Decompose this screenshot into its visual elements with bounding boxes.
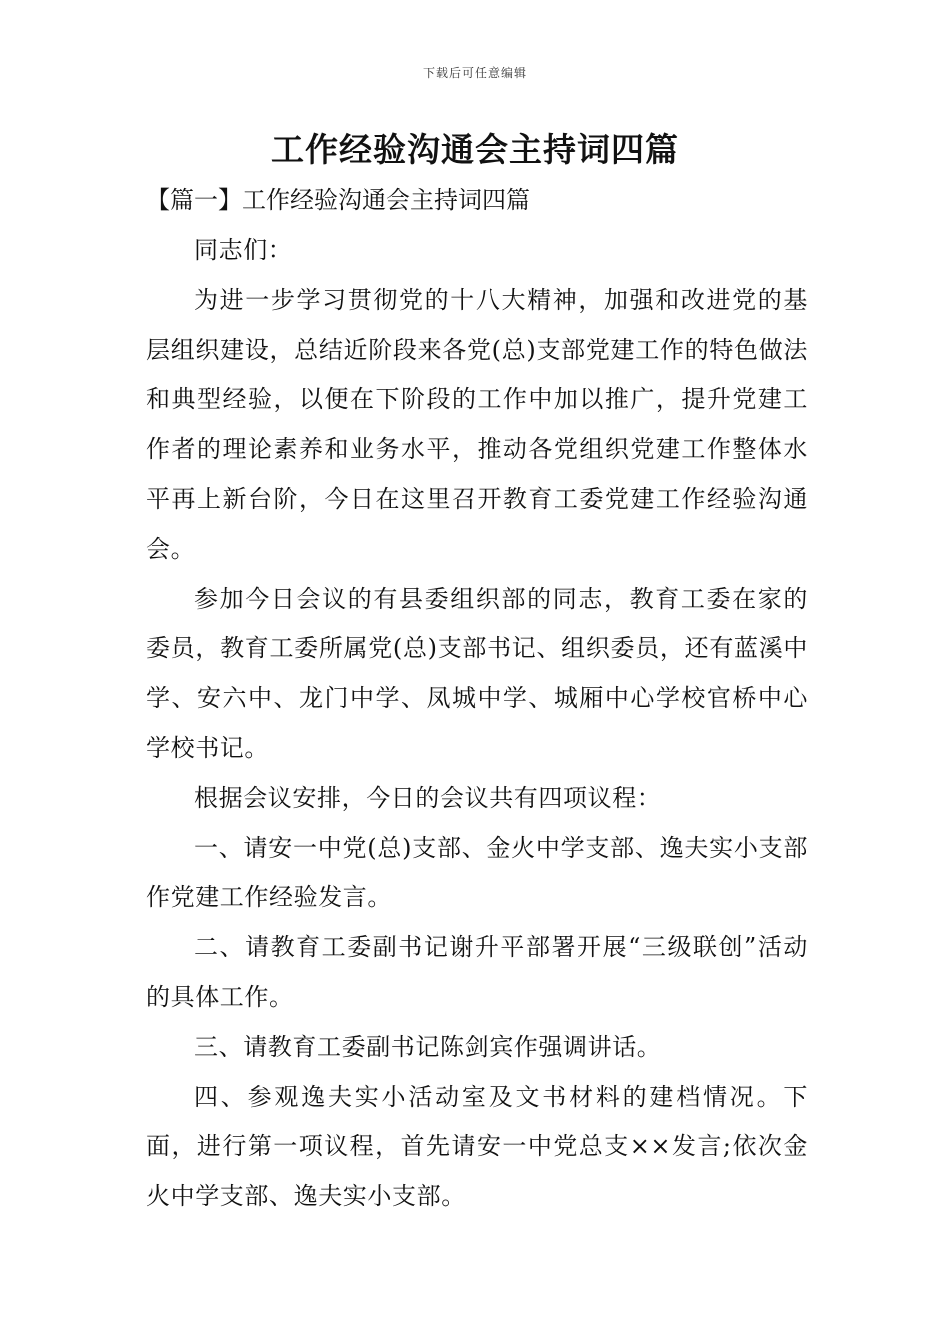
paragraph-agenda-intro: 根据会议安排，今日的会议共有四项议程： [194, 783, 662, 812]
document-body [146, 226, 808, 1222]
paragraph-purpose: 为进一步学习贯彻党的十八大精神，加强和改进党的基层组织建设，总结近阶段来各党(总)支部党建工作的特色做法和典型经验，以便在下阶段的工作中加以推广，提升党建工作者的理论素养和业务水平，推动各党组织党建工作整体水平再上新台阶，今日在这里召开教育工委党建工作经验沟通会。 [146, 285, 808, 563]
paragraph-agenda-item-4: 四、参观逸夫实小活动室及文书材料的建档情况。下面，进行第一项议程，首先请安一中党总支××发言;依次金火中学支部、逸夫实小支部。 [146, 1082, 808, 1211]
document-title: 工作经验沟通会主持词四篇 [271, 130, 679, 169]
section-heading: 【篇一】工作经验沟通会主持词四篇 [146, 186, 530, 214]
header-note: 下载后可任意编辑 [422, 66, 527, 80]
paragraph-agenda-item-3: 三、请教育工委副书记陈剑宾作强调讲话。 [194, 1032, 662, 1061]
paragraph-agenda-item-1: 一、请安一中党(总)支部、金火中学支部、逸夫实小支部作党建工作经验发言。 [146, 833, 808, 912]
paragraph-agenda-item-2: 二、请教育工委副书记谢升平部署开展“三级联创”活动的具体工作。 [146, 933, 808, 1011]
paragraph-attendees: 参加今日会议的有县委组织部的同志，教育工委在家的委员，教育工委所属党(总)支部书记、组织委员，还有蓝溪中学、安六中、龙门中学、凤城中学、城厢中心学校官桥中心学校书记。 [146, 584, 808, 762]
paragraph-greeting: 同志们： [194, 236, 293, 264]
